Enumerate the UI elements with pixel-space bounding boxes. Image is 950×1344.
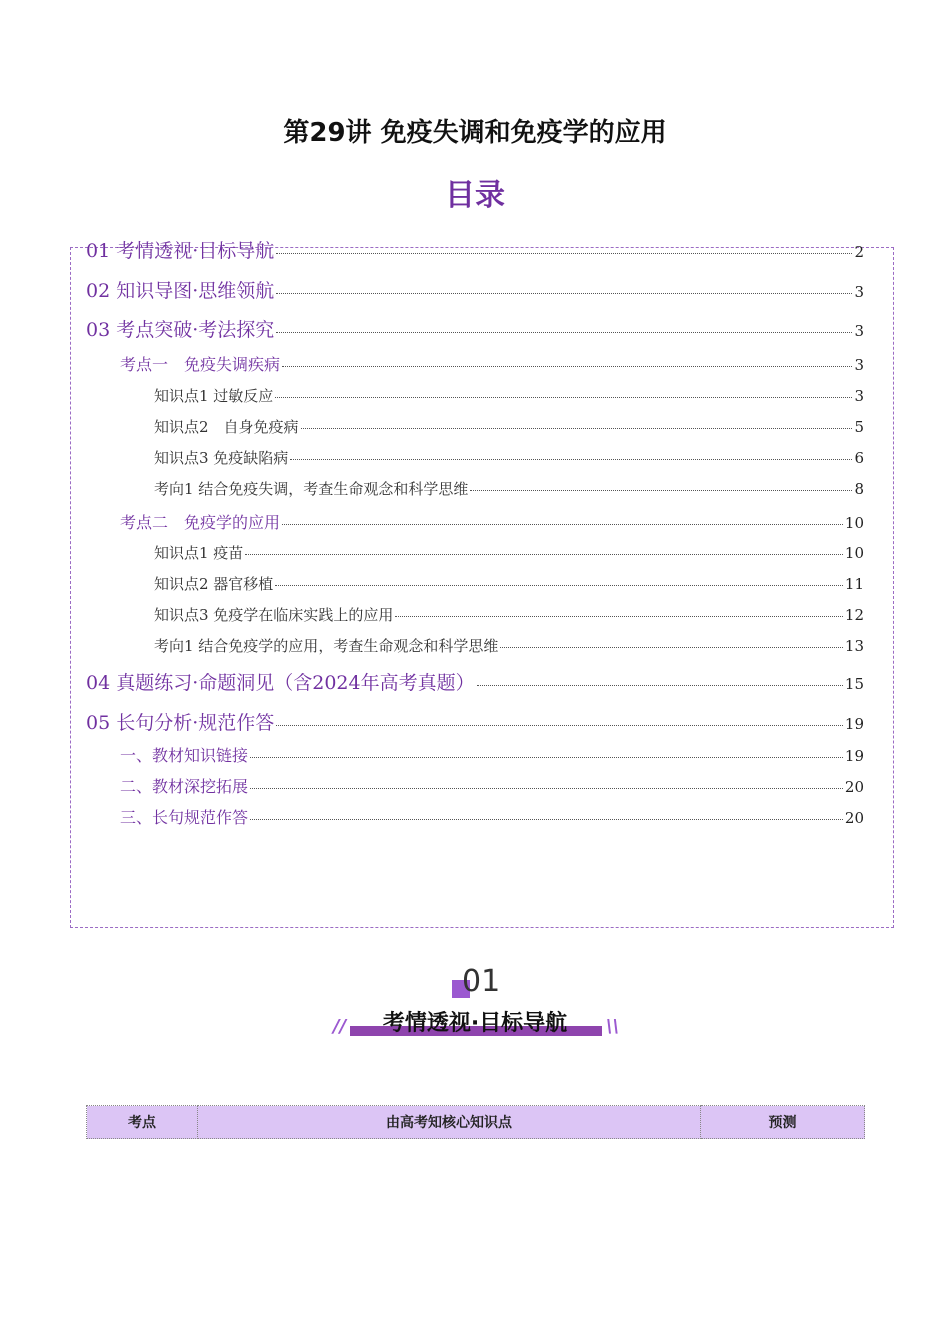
toc-leader-dots	[275, 397, 852, 398]
toc-entry[interactable]	[86, 276, 864, 303]
table-header-cell: 预测	[701, 1106, 865, 1139]
toc-entry-title: 知识点1 过敏反应	[154, 387, 274, 405]
toc-leader-dots	[500, 647, 843, 648]
toc-page-number: 19	[844, 747, 864, 765]
table-header-row	[87, 1106, 865, 1139]
toc-leader-dots	[395, 616, 843, 617]
toc-entry[interactable]	[86, 315, 864, 342]
toc-entry[interactable]	[154, 573, 864, 594]
toc-entry-title: 考向1 结合免疫学的应用，考查生命观念和科学思维	[154, 637, 499, 655]
toc-page-number: 19	[844, 715, 864, 733]
toc-entry-title: 知识点3 免疫缺陷病	[154, 449, 289, 467]
toc-entry[interactable]	[120, 805, 864, 828]
toc-entry-title: 考点一 免疫失调疾病	[120, 355, 281, 374]
toc-page-number: 11	[844, 575, 864, 593]
exam-analysis-table	[86, 1105, 865, 1139]
toc-leader-dots	[282, 524, 843, 525]
table-header-cell: 由高考知核心知识点	[198, 1106, 701, 1139]
toc-page-number: 8	[854, 480, 864, 498]
section-badge	[0, 962, 950, 1042]
toc-entry-title: 考向1 结合免疫失调，考查生命观念和科学思维	[154, 480, 469, 498]
toc-entry-title: 三、长句规范作答	[120, 808, 249, 827]
toc-entry[interactable]	[120, 352, 864, 375]
toc-entry[interactable]	[154, 416, 864, 437]
toc-entry[interactable]	[154, 604, 864, 625]
toc-entry-title: 05 长句分析·规范作答	[86, 712, 275, 734]
toc-leader-dots	[275, 585, 843, 586]
toc-leader-dots	[301, 428, 853, 429]
toc-leader-dots	[276, 253, 852, 254]
toc-leader-dots	[250, 788, 843, 789]
toc-entry-title: 04 真题练习·命题洞见（含2024年高考真题）	[86, 672, 475, 694]
toc-page-number: 3	[854, 356, 864, 374]
toc-leader-dots	[245, 554, 843, 555]
toc-entry[interactable]	[154, 385, 864, 406]
toc-leader-dots	[477, 685, 843, 686]
toc-entry[interactable]	[120, 743, 864, 766]
toc-leader-dots	[250, 819, 843, 820]
toc-entry-title: 知识点1 疫苗	[154, 544, 244, 562]
toc-page-number: 10	[844, 544, 864, 562]
toc-leader-dots	[276, 725, 843, 726]
toc-page-number: 15	[844, 675, 864, 693]
toc-leader-dots	[282, 366, 852, 367]
toc-entry[interactable]	[154, 447, 864, 468]
toc-entry-title: 考点二 免疫学的应用	[120, 513, 281, 532]
toc-page-number: 3	[854, 387, 864, 405]
document-title: 第29讲 免疫失调和免疫学的应用	[283, 118, 667, 148]
toc-entry-title: 知识点2 器官移植	[154, 575, 274, 593]
toc-leader-dots	[276, 332, 852, 333]
toc-entry[interactable]	[86, 668, 864, 695]
toc-entry[interactable]	[120, 510, 864, 533]
toc-entry[interactable]	[86, 708, 864, 735]
toc-entry-title: 知识点2 自身免疫病	[154, 418, 299, 436]
toc-leader-dots	[470, 490, 852, 491]
toc-leader-dots	[276, 293, 852, 294]
toc-page-number: 12	[844, 606, 864, 624]
table-header-cell: 考点	[87, 1106, 198, 1139]
toc-heading: 目录	[445, 178, 505, 213]
toc-entry-title: 01 考情透视·目标导航	[86, 240, 275, 262]
toc-page-number: 3	[854, 283, 864, 301]
toc-entry-title: 二、教材深挖拓展	[120, 777, 249, 796]
toc-page-number: 5	[854, 418, 864, 436]
toc-leader-dots	[250, 757, 843, 758]
toc-page-number: 20	[844, 778, 864, 796]
toc-entry[interactable]	[154, 635, 864, 656]
toc-page-number: 2	[854, 243, 864, 261]
toc-leader-dots	[290, 459, 852, 460]
toc-page-number: 10	[844, 514, 864, 532]
slash-right-decoration: \\	[606, 1016, 620, 1037]
toc-page-number: 3	[854, 322, 864, 340]
toc-entry[interactable]	[154, 478, 864, 499]
toc-page-number: 6	[854, 449, 864, 467]
section-number: 01	[462, 964, 501, 999]
toc-entry-title: 一、教材知识链接	[120, 746, 249, 765]
slash-left-decoration: //	[333, 1016, 347, 1037]
section-label: 考情透视·目标导航	[382, 1011, 568, 1036]
toc-page-number: 13	[844, 637, 864, 655]
toc-entry[interactable]	[154, 542, 864, 563]
toc-entry[interactable]	[86, 236, 864, 263]
toc-page-number: 20	[844, 809, 864, 827]
toc-entry-title: 知识点3 免疫学在临床实践上的应用	[154, 606, 394, 624]
toc-entry[interactable]	[120, 774, 864, 797]
toc-entry-title: 03 考点突破·考法探究	[86, 319, 275, 341]
toc-entry-title: 02 知识导图·思维领航	[86, 280, 275, 302]
